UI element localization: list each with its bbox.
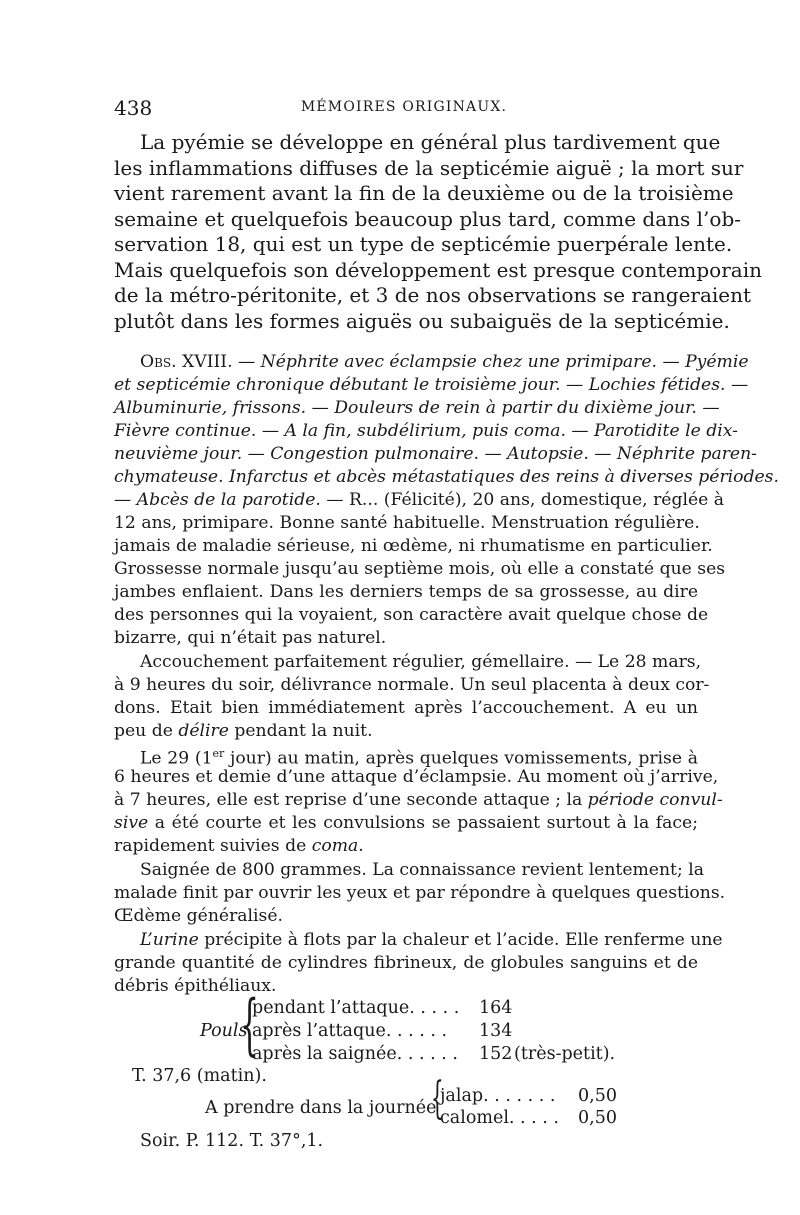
text-line: L’urine précipite à flots par la chaleur et l’acide. Elle renferme une: [140, 930, 723, 950]
drug-name: jalap. . . . . . .: [440, 1086, 556, 1106]
text-line: rapidement suivies de coma.: [114, 836, 364, 856]
text-line: à 7 heures, elle est reprise d’une seconde attaque ; la période convul-: [114, 790, 723, 810]
running-head: MÉMOIRES ORIGINAUX.: [300, 99, 508, 115]
pulse-row-value: 134: [479, 1021, 513, 1041]
page-number: 438: [114, 96, 153, 120]
text-line: jamais de maladie sérieuse, ni œdème, ni rhumatisme en particulier.: [114, 536, 713, 556]
text-line: des personnes qui la voyaient, son caractère avait quelque chose de: [114, 605, 709, 625]
obs-title-text: — Néphrite avec éclampsie chez une primipare. — Pyémie: [232, 352, 749, 372]
prescription-lead: A prendre dans la journée: [205, 1098, 437, 1118]
page-header: [114, 96, 694, 122]
obs-title-line: chymateuse. Infarctus et abcès métastatiques des reins à diverses périodes.: [114, 467, 779, 487]
text-line: à 9 heures du soir, délivrance normale. Un seul placenta à deux cor-: [114, 675, 710, 695]
pulse-brace: {: [240, 986, 259, 1063]
text-line: Accouchement parfaitement régulier, gémellaire. — Le 28 mars,: [140, 652, 702, 672]
pulse-row-value: 164: [479, 998, 513, 1018]
text-line: malade finit par ouvrir les yeux et par répondre à quelques questions.: [114, 883, 726, 903]
text-line: dons. Etait bien immédiatement après l’accouchement. A eu un: [114, 698, 698, 718]
evening-vitals: Soir. P. 112. T. 37°,1.: [140, 1131, 324, 1151]
pulse-label: Pouls: [200, 1021, 248, 1041]
pulse-row-label: après l’attaque. . . . . .: [252, 1021, 448, 1041]
obs-title-line: Albuminurie, frissons. — Douleurs de rein à partir du dixième jour. —: [114, 398, 720, 418]
patient-intro: — R... (Félicité), 20 ans, domestique, réglée à: [320, 490, 725, 510]
text-line: vient rarement avant la fin de la deuxième ou de la troisième: [114, 181, 734, 205]
drug-name: calomel. . . . .: [440, 1108, 559, 1128]
text-line: Grossesse normale jusqu’au septième mois, où elle a constaté que ses: [114, 559, 726, 579]
obs-title-line: [140, 351, 749, 373]
text-line: Saignée de 800 grammes. La connaissance revient lentement; la: [140, 860, 704, 880]
text-line: jambes enflaient. Dans les derniers temps de sa grossesse, au dire: [114, 582, 698, 602]
text-line: grande quantité de cylindres fibrineux, de globules sanguins et de: [114, 953, 698, 973]
text-line: Œdème généralisé.: [114, 906, 283, 926]
text-line: semaine et quelquefois beaucoup plus tard, comme dans l’ob-: [114, 206, 742, 231]
text-line: Mais quelquefois son développement est presque contemporain: [114, 257, 762, 282]
obs-title-line: neuvième jour. — Congestion pulmonaire. — Autopsie. — Néphrite paren-: [114, 444, 757, 464]
drug-dose: 0,50: [578, 1086, 617, 1106]
prescription-brace: {: [431, 1073, 444, 1124]
text-line: servation 18, qui est un type de septicémie puerpérale lente.: [114, 232, 733, 256]
obs-title-line: — Abcès de la parotide. — R... (Félicité), 20 ans, domestique, réglée à: [114, 490, 725, 510]
obs-title-line: Fièvre continue. — A la fin, subdélirium, puis coma. — Parotidite le dix-: [114, 421, 738, 441]
text-line: 12 ans, primipare. Bonne santé habituelle. Menstruation régulière.: [114, 513, 700, 533]
text-line: les inflammations diffuses de la septicémie aiguë ; la mort sur: [114, 155, 744, 180]
text-line: bizarre, qui n’était pas naturel.: [114, 628, 387, 648]
text-line: Le 29 (1er jour) au matin, après quelques vomissements, prise à: [140, 747, 698, 769]
pulse-row-label: après la saignée. . . . . .: [252, 1044, 458, 1064]
text-line: sive a été courte et les convulsions se passaient surtout à la face;: [114, 813, 698, 833]
temperature-morning: T. 37,6 (matin).: [132, 1066, 267, 1086]
obs-label: Obs. XVIII.: [140, 352, 233, 372]
pulse-row-label: pendant l’attaque. . . . .: [252, 998, 460, 1018]
text-line: La pyémie se développe en général plus tardivement que: [140, 130, 721, 154]
text-line: débris épithéliaux.: [114, 976, 277, 996]
text-line: 6 heures et demie d’une attaque d’éclampsie. Au moment où j’arrive,: [114, 767, 719, 787]
text-line: plutôt dans les formes aiguës ou subaiguës de la septicémie.: [114, 308, 730, 333]
text-line: peu de délire pendant la nuit.: [114, 721, 373, 741]
drug-dose: 0,50: [578, 1108, 617, 1128]
text-line: de la métro-péritonite, et 3 de nos observations se rangeraient: [114, 283, 752, 307]
pulse-row-note: (très-petit).: [514, 1044, 616, 1064]
obs-title-line: et septicémie chronique débutant le troisième jour. — Lochies fétides. —: [114, 375, 749, 395]
pulse-row-value: 152: [479, 1044, 513, 1064]
